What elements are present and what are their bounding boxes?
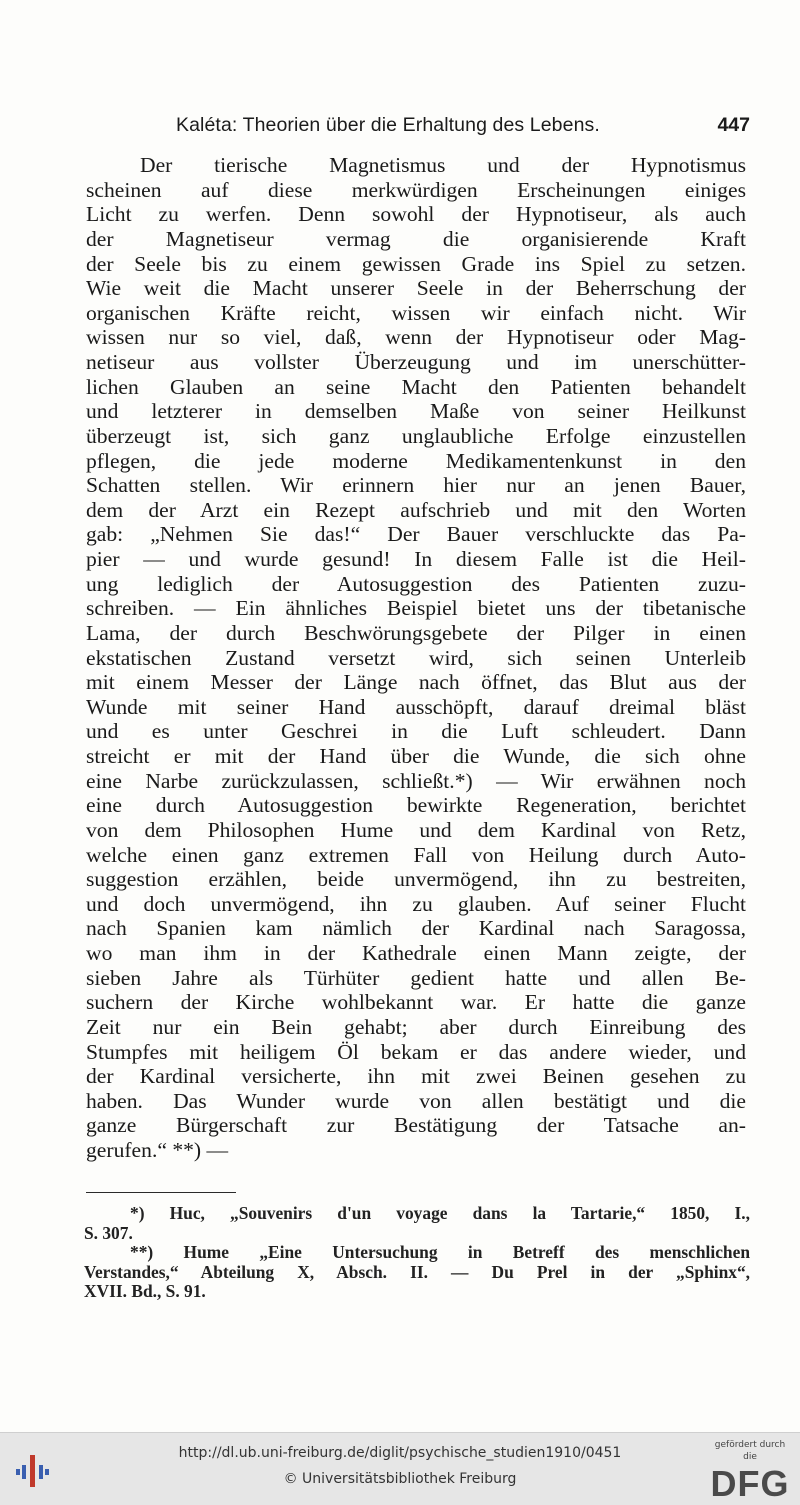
text-line: wissen nur so viel, daß, wenn der Hypnotiseur oder Mag- bbox=[86, 325, 746, 350]
dfg-wordmark: DFG bbox=[710, 1463, 790, 1504]
text-line: organischen Kräfte reicht, wissen wir einfach nicht. Wir bbox=[86, 300, 746, 325]
text-line: pflegen, die jede moderne Medikamentenkunst in den bbox=[86, 448, 746, 473]
text-line: streicht er mit der Hand über die Wunde, die sich ohne bbox=[86, 744, 746, 768]
text-line: mit einem Messer der Länge nach öffnet, das Blut aus der bbox=[86, 670, 746, 695]
text-line: Zeit nur ein Bein gehabt; aber durch Einreibung des bbox=[86, 1014, 746, 1039]
text-line: und doch unvermögend, ihn zu glauben. Auf seiner Flucht bbox=[86, 891, 746, 916]
running-header bbox=[176, 114, 750, 140]
text-line: lichen Glauben an seine Macht den Patienten behandelt bbox=[86, 374, 746, 399]
text-line: und es unter Geschrei in die Luft schleudert. Dann bbox=[86, 719, 746, 744]
text-line: Stumpfes mit heiligem Öl bekam er das andere wieder, und bbox=[86, 1039, 746, 1064]
footnote-line: **) Hume „Eine Untersuchung in Betreff des menschlichen bbox=[130, 1242, 750, 1263]
text-line: netiseur aus vollster Überzeugung und im unerschütter- bbox=[86, 350, 746, 374]
text-line: dem der Arzt ein Rezept aufschrieb und mit den Worten bbox=[86, 497, 746, 522]
sponsor-text: gefördert durch die bbox=[714, 1440, 786, 1462]
text-line: Lama, der durch Beschwörungsgebete der Pilger in einen bbox=[86, 620, 746, 645]
text-line: der Kardinal versicherte, ihn mit zwei Beinen gesehen zu bbox=[86, 1064, 746, 1089]
text-line: scheinen auf diese merkwürdigen Erscheinungen einiges bbox=[86, 177, 746, 202]
source-url[interactable]: http://dl.ub.uni-freiburg.de/diglit/psychische_studien1910/0451 bbox=[178, 1445, 622, 1461]
text-line: ganze Bürgerschaft zur Bestätigung der Tatsache an- bbox=[86, 1113, 746, 1138]
text-line: suchern der Kirche wohlbekannt war. Er hatte die ganze bbox=[86, 990, 746, 1015]
text-line: welche einen ganz extremen Fall von Heilung durch Auto- bbox=[86, 842, 746, 867]
text-line: Schatten stellen. Wir erinnern hier nur an jenen Bauer, bbox=[86, 473, 746, 498]
text-line: pier — und wurde gesund! In diesem Falle ist die Heil- bbox=[86, 547, 746, 571]
dfg-logo bbox=[708, 1439, 792, 1504]
text-line: Licht zu werfen. Denn sowohl der Hypnotiseur, als auch bbox=[86, 202, 746, 227]
text-line: eine durch Autosuggestion bewirkte Regeneration, berichtet bbox=[86, 793, 746, 818]
text-line: haben. Das Wunder wurde von allen bestätigt und die bbox=[86, 1088, 746, 1113]
footnote-line: XVII. Bd., S. 91. bbox=[84, 1281, 206, 1302]
text-line: suggestion erzählen, beide unvermögend, ihn zu bestreiten, bbox=[86, 867, 746, 892]
footnotes bbox=[84, 1204, 750, 1302]
body-text bbox=[86, 153, 746, 1163]
copyright-notice: © Universitätsbibliothek Freiburg bbox=[283, 1471, 517, 1487]
page-number: 447 bbox=[717, 114, 750, 136]
text-line: nach Spanien kam nämlich der Kardinal nach Saragossa, bbox=[86, 916, 746, 941]
text-line: ekstatischen Zustand versetzt wird, sich seinen Unterleib bbox=[86, 645, 746, 670]
viewer-footer bbox=[0, 1432, 800, 1505]
text-line: überzeugt ist, sich ganz unglaubliche Erfolge einzustellen bbox=[86, 423, 746, 448]
text-line: gerufen.“ **) — bbox=[86, 1138, 229, 1162]
text-line: ung lediglich der Autosuggestion des Patienten zuzu- bbox=[86, 571, 746, 596]
text-line: eine Narbe zurückzulassen, schließt.*) — Wir erwähnen noch bbox=[86, 768, 746, 793]
text-line: Wunde mit seiner Hand ausschöpft, darauf dreimal bläst bbox=[86, 694, 746, 719]
running-title: Kaléta: Theorien über die Erhaltung des Lebens. bbox=[176, 114, 600, 136]
text-line: Der tierische Magnetismus und der Hypnotismus bbox=[140, 153, 746, 177]
footnote-line: Verstandes,“ Abteilung X, Absch. II. — Du Prel in der „Sphinx“, bbox=[84, 1261, 750, 1282]
footnote-line: *) Huc, „Souvenirs d'un voyage dans la Tartarie,“ 1850, I., bbox=[130, 1203, 750, 1223]
text-line: sieben Jahre als Türhüter gedient hatte und allen Be- bbox=[86, 965, 746, 990]
text-line: Wie weit die Macht unserer Seele in der Beherrschung der bbox=[86, 276, 746, 301]
text-line: der Magnetiseur vermag die organisierende Kraft bbox=[86, 226, 746, 251]
text-line: gab: „Nehmen Sie das!“ Der Bauer verschluckte das Pa- bbox=[86, 522, 746, 547]
text-line: schreiben. — Ein ähnliches Beispiel bietet uns der tibetanische bbox=[86, 596, 746, 621]
text-line: der Seele bis zu einem gewissen Grade ins Spiel zu setzen. bbox=[86, 251, 746, 276]
footnote-line: S. 307. bbox=[84, 1222, 133, 1243]
footnote-separator bbox=[86, 1192, 236, 1193]
text-line: und letzterer in demselben Maße von seiner Heilkunst bbox=[86, 399, 746, 424]
text-line: von dem Philosophen Hume und dem Kardinal von Retz, bbox=[86, 817, 746, 842]
text-line: wo man ihm in der Kathedrale einen Mann zeigte, der bbox=[86, 941, 746, 965]
